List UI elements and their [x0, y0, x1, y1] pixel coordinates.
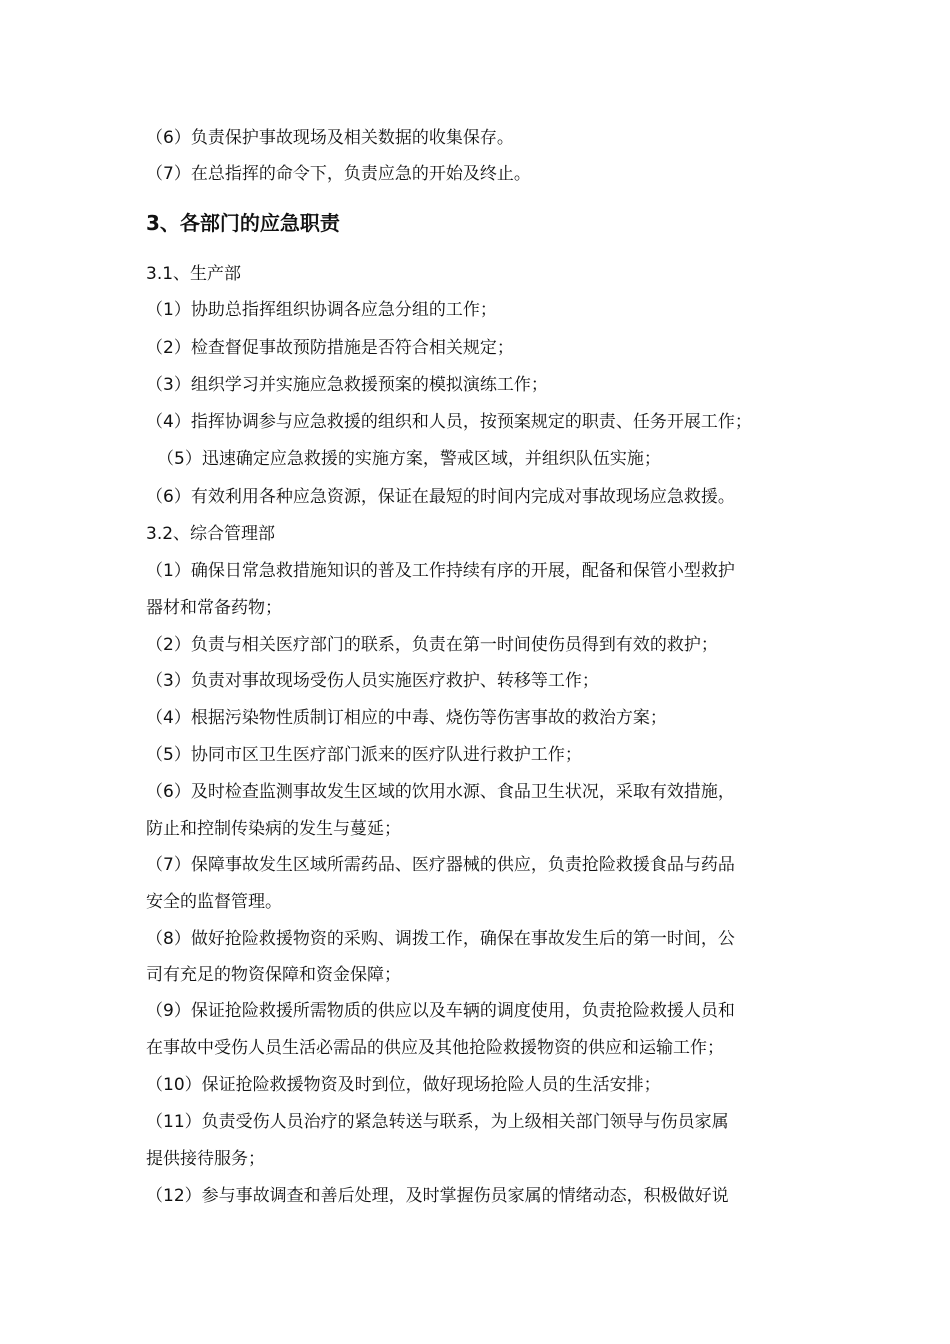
section-heading: 3、各部门的应急职责 [146, 211, 340, 235]
paragraph-line: 提供接待服务； [146, 1149, 265, 1169]
paragraph-line: 在事故中受伤人员生活必需品的供应及其他抢险救援物资的供应和运输工作； [146, 1038, 724, 1058]
paragraph-line: （3）组织学习并实施应急救援预案的模拟演练工作； [146, 375, 548, 395]
paragraph-line: （10）保证抢险救援物资及时到位，做好现场抢险人员的生活安排； [146, 1075, 661, 1095]
paragraph-line: （8）做好抢险救援物资的采购、调拨工作，确保在事故发生后的第一时间，公 [146, 929, 735, 949]
paragraph-line: （6）负责保护事故现场及相关数据的收集保存。 [146, 128, 514, 148]
paragraph-line: （4）指挥协调参与应急救援的组织和人员，按预案规定的职责、任务开展工作； [146, 412, 752, 432]
paragraph-line: （2）负责与相关医疗部门的联系，负责在第一时间使伤员得到有效的救护； [146, 635, 718, 655]
paragraph-line: （4）根据污染物性质制订相应的中毒、烧伤等伤害事故的救治方案； [146, 708, 667, 728]
paragraph-line: （1）确保日常急救措施知识的普及工作持续有序的开展，配备和保管小型救护 [146, 561, 735, 581]
paragraph-line: （3）负责对事故现场受伤人员实施医疗救护、转移等工作； [146, 671, 599, 691]
paragraph-line: 器材和常备药物； [146, 598, 282, 618]
paragraph-line: 司有充足的物资保障和资金保障； [146, 965, 401, 985]
subsection-title: 3.2、综合管理部 [146, 524, 276, 544]
paragraph-line: （5）协同市区卫生医疗部门派来的医疗队进行救护工作； [146, 745, 582, 765]
subsection-title: 3.1、生产部 [146, 264, 242, 284]
paragraph-line: （6）有效利用各种应急资源，保证在最短的时间内完成对事故现场应急救援。 [146, 487, 735, 507]
paragraph-line: （1）协助总指挥组织协调各应急分组的工作； [146, 300, 497, 320]
paragraph-line: （5）迅速确定应急救援的实施方案，警戒区域，并组织队伍实施； [157, 449, 661, 469]
paragraph-line: （7）保障事故发生区域所需药品、医疗器械的供应，负责抢险救援食品与药品 [146, 855, 735, 875]
paragraph-line: （9）保证抢险救援所需物质的供应以及车辆的调度使用，负责抢险救援人员和 [146, 1001, 735, 1021]
paragraph-line: （7）在总指挥的命令下，负责应急的开始及终止。 [146, 164, 531, 184]
paragraph-line: 安全的监督管理。 [146, 892, 282, 912]
paragraph-line: （6）及时检查监测事故发生区域的饮用水源、食品卫生状况，采取有效措施， [146, 782, 735, 802]
paragraph-line: （12）参与事故调查和善后处理，及时掌握伤员家属的情绪动态，积极做好说 [146, 1186, 729, 1206]
paragraph-line: 防止和控制传染病的发生与蔓延； [146, 819, 401, 839]
paragraph-line: （2）检查督促事故预防措施是否符合相关规定； [146, 338, 514, 358]
paragraph-line: （11）负责受伤人员治疗的紧急转送与联系，为上级相关部门领导与伤员家属 [146, 1112, 729, 1132]
